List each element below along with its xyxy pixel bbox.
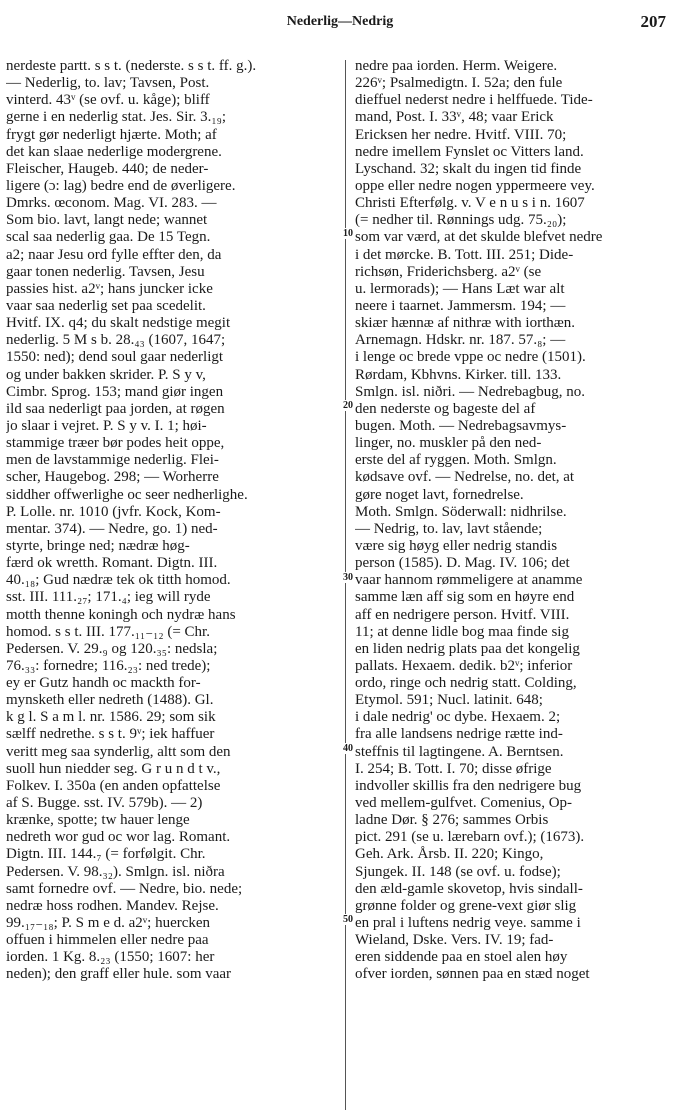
text-line: person (1585). D. Mag. IV. 106; det	[355, 555, 570, 572]
text-line: den æld-gamle skovetop, hvis sindall-	[355, 880, 583, 897]
text-line: aff en nedrigere person. Hvitf. VIII.	[355, 606, 570, 623]
text-line: samme læn aff sig som en høyre end	[355, 589, 575, 606]
text-line: neere i taarnet. Jammersm. 194; —	[355, 297, 566, 314]
text-line: 1550: ned); dend soul gaar nederligt	[6, 349, 224, 366]
text-line: nedreth wor gud oc wor lag. Romant.	[6, 829, 231, 846]
text-line: Moth. Smlgn. Söderwall: nidhrilse.	[355, 503, 567, 520]
text-line: kødsave ovf. — Nedrelse, no. det, at	[355, 469, 575, 486]
text-line: nedre paa iorden. Herm. Weigere.	[355, 58, 558, 74]
text-line: 40.₁₈; Gud nædræ tek ok titth homod.	[6, 572, 231, 589]
text-line: som var værd, at det skulde blefvet nedre	[355, 229, 603, 246]
text-line: nedre imellem Fynslet oc Vitters land.	[355, 143, 584, 160]
line-number-40: 40	[333, 743, 353, 754]
line-number-50: 50	[333, 914, 353, 925]
text-line: a2; naar Jesu ord fylle effter den, da	[6, 246, 222, 263]
text-line: Ericksen her nedre. Hvitf. VIII. 70;	[355, 126, 567, 143]
text-line: være sig høyg eller nedrig standis	[355, 537, 558, 554]
text-line: scher, Haugebog. 298; — Worherre	[6, 469, 219, 486]
left-column	[6, 58, 332, 984]
text-line: mentar. 374). — Nedre, go. 1) ned-	[6, 520, 218, 537]
text-line: homod. s s t. III. 177.₁₁₋₁₂ (= Chr.	[6, 623, 210, 640]
text-line: — Nedrig, to. lav, lavt stående;	[355, 520, 543, 537]
text-line: 11; at denne lidle bog maa finde sig	[355, 623, 569, 640]
text-line: frygt gør nederligt hjærte. Moth; af	[6, 126, 217, 143]
text-line: (= nedher til. Rønnings udg. 75.₂₀);	[355, 212, 567, 229]
text-line: I. 254; B. Tott. I. 70; disse øfrige	[355, 760, 552, 777]
text-line: gaar tonen nederlig. Tavsen, Jesu	[6, 263, 205, 280]
text-line: Fleischer, Haugeb. 440; de neder-	[6, 160, 209, 177]
text-line: 99.₁₇₋₁₈; P. S m e d. a2ᵛ; huercken	[6, 915, 211, 932]
text-line: sst. III. 111.₂₇; 171.₄; ieg will ryde	[6, 589, 211, 606]
text-line: sælff nedrethe. s s t. 9ᵛ; iek haffuer	[6, 726, 215, 743]
text-line: indvoller skillis fra den nedrigere bug	[355, 777, 582, 794]
text-line: eren siddende paa en stoel alen høy	[355, 949, 568, 966]
text-line: ladne Dør. § 276; sammes Orbis	[355, 812, 549, 829]
text-line: suoll hun niedder seg. G r u n d t v.,	[6, 760, 221, 777]
text-line: Wieland, Dske. Vers. IV. 19; fad-	[355, 932, 554, 949]
text-line: 76.₃₃: fornedre; 116.₂₃: ned trede);	[6, 657, 211, 674]
text-line: en pral i luftens nedrig veye. samme i	[355, 915, 581, 932]
text-line: i lenge oc brede vppe oc nedre (1501).	[355, 349, 586, 366]
text-line: steffnis til lagtingene. A. Berntsen.	[355, 743, 564, 760]
text-line: fra alle landsens nedrige rætte ind-	[355, 726, 563, 743]
text-line: den nederste og bageste del af	[355, 400, 536, 417]
text-line: oppe eller nedre nogen yppermeere vey.	[355, 177, 595, 194]
text-line: men de lavstammige nederlig. Flei-	[6, 452, 219, 469]
line-number-30: 30	[333, 572, 353, 583]
text-line: det kan slaae nederlige modergrene.	[6, 143, 222, 160]
text-line: skiær hænnæ af nithræ with iorthæn.	[355, 315, 576, 332]
text-line: og under bakken skrider. P. S y v,	[6, 366, 206, 383]
text-line: stammige træer bør podes heit oppe,	[6, 435, 225, 452]
text-line: nerdeste partt. s s t. (nederste. s s t. ff. g.).	[6, 58, 257, 74]
text-line: krænke, spotte; tw hauer lenge	[6, 812, 190, 829]
text-line: Etymol. 591; Nucl. latinit. 648;	[355, 692, 543, 709]
text-line: nedræ hoss rodhen. Mandev. Rejse.	[6, 897, 219, 914]
text-line: Lyschand. 32; skalt du ingen tid finde	[355, 160, 582, 177]
text-line: færd ok wretth. Romant. Digtn. III.	[6, 555, 218, 572]
text-line: offuen i himmelen eller nedre paa	[6, 932, 209, 949]
text-line: ey er Gutz handh oc mackth for-	[6, 675, 201, 692]
text-line: i dale nedrig' oc dybe. Hexaem. 2;	[355, 709, 561, 726]
text-line: samt fornedre ovf. — Nedre, bio. nede;	[6, 880, 243, 897]
text-line: k g l. S a m l. nr. 1586. 29; som sik	[6, 709, 216, 726]
text-line: ild saa nederligt paa jorden, at røgen	[6, 400, 225, 417]
text-line: gerne i en nederlig stat. Jes. Sir. 3.₁₉;	[6, 109, 226, 126]
text-line: i det mørcke. B. Tott. III. 251; Dide-	[355, 246, 574, 263]
text-line: richsøn, Friderichsberg. a2ᵛ (se	[355, 263, 542, 280]
right-column	[355, 58, 673, 984]
text-line: u. lermorads); — Hans Læt war alt	[355, 280, 565, 297]
text-line: bugen. Moth. — Nedrebagsavmys-	[355, 417, 567, 434]
text-line: siddher offwerlighe oc seer nedherlighe.	[6, 486, 248, 503]
text-line: linger, no. muskler på den ned-	[355, 435, 542, 452]
text-line: 226ᵛ; Psalmedigtn. I. 52a; den fule	[355, 75, 563, 92]
text-line: Som bio. lavt, langt nede; wannet	[6, 212, 208, 229]
text-line: styrte, bringe ned; nædræ høg-	[6, 537, 190, 554]
text-line: Christi Efterfølg. v. V e n u s i n. 1607	[355, 195, 585, 212]
text-line: Cimbr. Sprog. 153; mand giør ingen	[6, 383, 224, 400]
text-line: af S. Bugge. sst. IV. 579b). — 2)	[6, 795, 203, 812]
text-line: Folkev. I. 350a (en anden opfattelse	[6, 777, 221, 794]
running-head: Nederlig—Nedrig	[286, 14, 394, 29]
text-line: mand, Post. I. 33ᵛ, 48; vaar Erick	[355, 109, 554, 126]
text-line: Hvitf. IX. q4; du skalt nedstige megit	[6, 315, 231, 332]
column-divider	[345, 60, 346, 1110]
text-line: scal saa nederlig gaa. De 15 Tegn.	[6, 229, 211, 246]
text-line: nederlig. 5 M s b. 28.₄₃ (1607, 1647;	[6, 332, 226, 349]
text-line: ligere (ɔ: lag) bedre end de øverligere.	[6, 177, 236, 194]
text-line: neden); den graff eller hule. som vaar	[6, 966, 232, 983]
line-number-10: 10	[333, 228, 353, 239]
text-line: Arnemagn. Hdskr. nr. 187. 57.₈; —	[355, 332, 566, 349]
text-line: dieffuel nederst nedre i helffuede. Tide-	[355, 92, 593, 109]
text-line: Sjungek. II. 148 (se ovf. u. fodse);	[355, 863, 561, 880]
text-line: mynsketh eller nedreth (1488). Gl.	[6, 692, 214, 709]
page-number: 207	[640, 12, 666, 31]
text-line: motth thenne koningh och nydræ hans	[6, 606, 236, 623]
text-line: vaar hannom rømmeligere at anamme	[355, 572, 583, 589]
text-line: jo slaar i vejret. P. S y v. I. 1; høi-	[6, 417, 207, 434]
text-line: Geh. Ark. Årsb. II. 220; Kingo,	[355, 846, 544, 863]
line-number-20: 20	[333, 400, 353, 411]
text-line: passies hist. a2ᵛ; hans juncker icke	[6, 280, 213, 297]
text-line: Pedersen. V. 98.₃₂). Smlgn. isl. niðra	[6, 863, 225, 880]
text-line: erste del af ryggen. Moth. Smlgn.	[355, 452, 557, 469]
text-line: pict. 291 (se u. lærebarn ovf.); (1673).	[355, 829, 585, 846]
text-line: veritt meg saa synderlig, altt som den	[6, 743, 231, 760]
text-line: vaar saa nederlig set paa scedelit.	[6, 297, 206, 314]
text-line: grønne folder og grene-vext giør slig	[355, 897, 577, 914]
text-line: Pedersen. V. 29.₉ og 120.₃₅: nedsla;	[6, 640, 218, 657]
text-line: pallats. Hexaem. dedik. b2ᵛ; inferior	[355, 657, 573, 674]
text-line: — Nederlig, to. lav; Tavsen, Post.	[6, 75, 210, 92]
text-line: ordo, ringe och nedrig statt. Colding,	[355, 675, 577, 692]
text-line: Smlgn. isl. niðri. — Nedrebagbug, no.	[355, 383, 585, 400]
text-line: Digtn. III. 144.₇ (= forfølgit. Chr.	[6, 846, 206, 863]
text-line: iorden. 1 Kg. 8.₂₃ (1550; 1607: her	[6, 949, 215, 966]
text-line: en liden nedrig plats paa det kongelig	[355, 640, 580, 657]
text-line: gøre noget lavt, fornedrelse.	[355, 486, 524, 503]
text-line: P. Lolle. nr. 1010 (jvfr. Kock, Kom-	[6, 503, 221, 520]
text-line: ved mellem-gulfvet. Comenius, Op-	[355, 795, 573, 812]
text-line: vinterd. 43ᵛ (se ovf. u. kåge); bliff	[6, 92, 210, 109]
text-line: Dmrks. œconom. Mag. VI. 283. —	[6, 195, 217, 212]
text-line: ofver iorden, sønnen paa en stæd noget	[355, 966, 590, 983]
text-line: Rørdam, Kbhvns. Kirker. till. 133.	[355, 366, 562, 383]
